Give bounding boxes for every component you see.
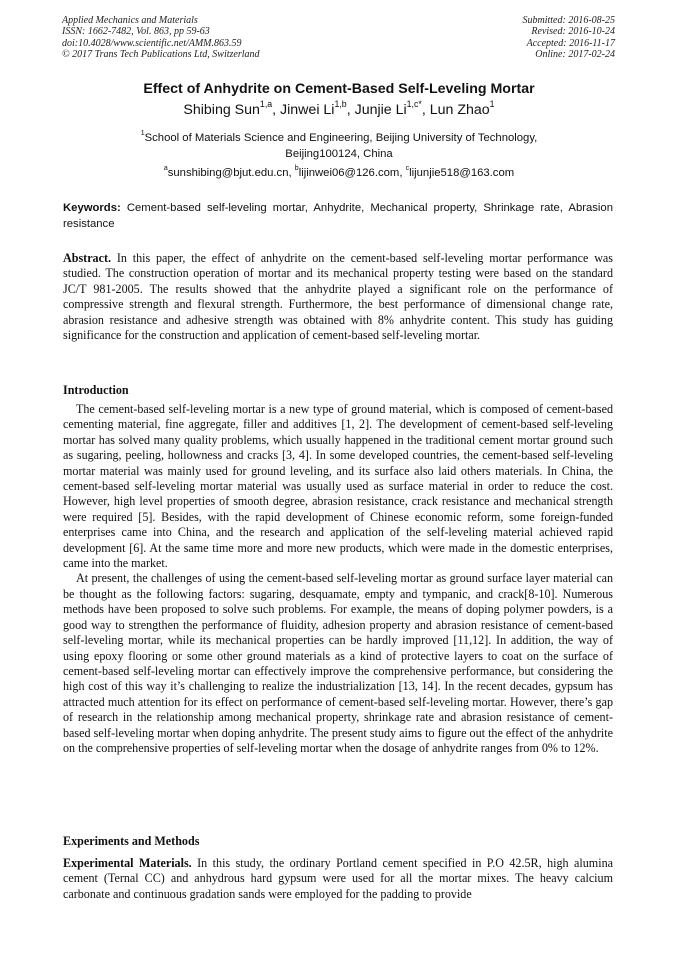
journal-copyright: © 2017 Trans Tech Publications Ltd, Switzerland bbox=[62, 48, 260, 60]
abstract-label: Abstract. bbox=[63, 251, 112, 265]
affiliation-mark: 1 bbox=[140, 130, 145, 138]
author-affiliation-mark: 1,a bbox=[259, 98, 273, 109]
keywords-label: Keywords: bbox=[63, 202, 121, 214]
author-separator: , bbox=[272, 102, 281, 118]
abstract bbox=[63, 251, 613, 343]
keywords-text: Cement-based self-leveling mortar, Anhydrite, Mechanical property, Shrinkage rate, Abrasion resistance bbox=[63, 202, 613, 230]
introduction-body bbox=[63, 402, 613, 756]
experimental-materials bbox=[63, 856, 613, 902]
author-affiliation-mark: 1 bbox=[489, 98, 495, 109]
author-name: Lun Zhao bbox=[429, 102, 490, 118]
introduction-paragraph: At present, the challenges of using the cement-based self-leveling mortar as ground surface layer material can be thought as the following factors: sugaring, desquamate, empty and tympanic, and crack[8-10]. Numerous methods have been proposed to solve such problems. For example, the means of doping polymer powders, is a good way to strengthen the performance of fluidity, adhesion property and abrasion resistance of cement-based self-leveling mortar, while its mechanical properties can be hardly improved [11,12]. In addition, the way of using epoxy flooring or some other ground materials as a kind of protective layers to coat on the surface of cement-based self-leveling mortar can effectively improve the comprehensive performance, but considering the high cost of this way it’s challenging to realize the industrialization [13, 14]. In the recent decades, gypsum has attracted much attention for its effect on performance of cement-based self-leveling mortar. However, there’s gap of research in the relationship among mechanical property, shrinkage rate and abrasion resistance of cement-based self-leveling mortar when doping anhydrite. The present study aims to figure out the effect of the anhydrite on the comprehensive properties of self-leveling mortar when the dosage of anhydrite ranges from 0% to 12%. bbox=[63, 571, 613, 755]
author-separator: , bbox=[421, 102, 430, 118]
author-affiliation-mark: 1,c* bbox=[406, 98, 422, 109]
keywords bbox=[63, 201, 613, 232]
date-submitted: Submitted: 2016-08-25 bbox=[522, 15, 615, 26]
paper-title: Effect of Anhydrite on Cement-Based Self-Leveling Mortar bbox=[143, 81, 535, 97]
email-address[interactable]: lijinwei06@126.com bbox=[298, 167, 400, 179]
author-name: Junjie Li bbox=[354, 102, 407, 118]
abstract-text: In this paper, the effect of anhydrite on the cement-based self-leveling mortar performance was studied. The construction operation of mortar and its mechanical property testing were based on the standard JC/T 981-2005. The results showed that the anhydrite played a significant role on the performance of compressive strength and flexural strength. Furthermore, the best performance of dimensional change rate, abrasion resistance and adhesive strength was obtained with 8% anhydrite content. This study has guiding significance for the construction and application of cement-based self-leveling mortar. bbox=[63, 251, 613, 343]
journal-doi: doi:10.4028/www.scientific.net/AMM.863.59 bbox=[62, 37, 242, 49]
introduction-paragraph: The cement-based self-leveling mortar is a new type of ground material, which is composed of cement-based cementing material, fine aggregate, filler and additives [1, 2]. The development of cement-based self-leveling mortar has solved many quality problems, which usually happened in the traditional cement mortar ground such as sugaring, peeling, hollowness and cracks [3, 4]. In some developed countries, the cement-based self-leveling mortar material was mainly used for ground leveling, and its surface also laid others materials. In China, the cement-based self-leveling mortar material was usually used as surface material in order to reduce the cost. However, high level properties of smooth degree, abrasion resistance, crack resistance and mechanical strength were required [5]. Besides, with the rapid development of Chinese economic reform, some foreign-funded enterprises came into China, and the research and application of the self-leveling material achieved rapid development [6]. At the same time more and more new products, which were made in the domestic enterprises, came into the market. bbox=[63, 402, 613, 571]
email-separator: , bbox=[288, 167, 295, 179]
experimental-materials-label: Experimental Materials. bbox=[63, 856, 192, 870]
journal-name: Applied Mechanics and Materials bbox=[62, 15, 198, 26]
affiliation bbox=[90, 130, 588, 162]
author-emails bbox=[0, 167, 678, 179]
author-name: Jinwei Li bbox=[280, 102, 335, 118]
author-affiliation-mark: 1,b bbox=[334, 98, 347, 109]
email-mark: b bbox=[294, 165, 299, 173]
experiments-heading: Experiments and Methods bbox=[63, 834, 200, 848]
email-mark: a bbox=[163, 165, 168, 173]
author-separator: , bbox=[346, 102, 355, 118]
email-separator: , bbox=[399, 167, 406, 179]
email-mark: c bbox=[405, 165, 410, 173]
author-list bbox=[0, 98, 678, 118]
affiliation-line-1: School of Materials Science and Engineering, Beijing University of Technology, bbox=[144, 132, 538, 144]
introduction-heading: Introduction bbox=[63, 383, 129, 397]
author-name: Shibing Sun bbox=[183, 102, 260, 118]
date-revised: Revised: 2016-10-24 bbox=[531, 26, 615, 38]
journal-info bbox=[62, 15, 260, 60]
date-accepted: Accepted: 2016-11-17 bbox=[526, 37, 615, 49]
date-online: Online: 2017-02-24 bbox=[535, 48, 615, 60]
email-address[interactable]: lijunjie518@163.com bbox=[409, 167, 515, 179]
email-address[interactable]: sunshibing@bjut.edu.cn bbox=[167, 167, 289, 179]
affiliation-line-2: Beijing100124, China bbox=[285, 148, 393, 160]
experimental-materials-text: In this study, the ordinary Portland cement specified in P.O 42.5R, high alumina cement (Ternal CC) and anhydrous hard gypsum were used for all the mortar mixes. The heavy calcium carbonate and continuous gradation sands were employed for the padding to provide bbox=[63, 856, 613, 901]
journal-issn: ISSN: 1662-7482, Vol. 863, pp 59-63 bbox=[62, 26, 210, 38]
submission-dates bbox=[523, 15, 616, 60]
